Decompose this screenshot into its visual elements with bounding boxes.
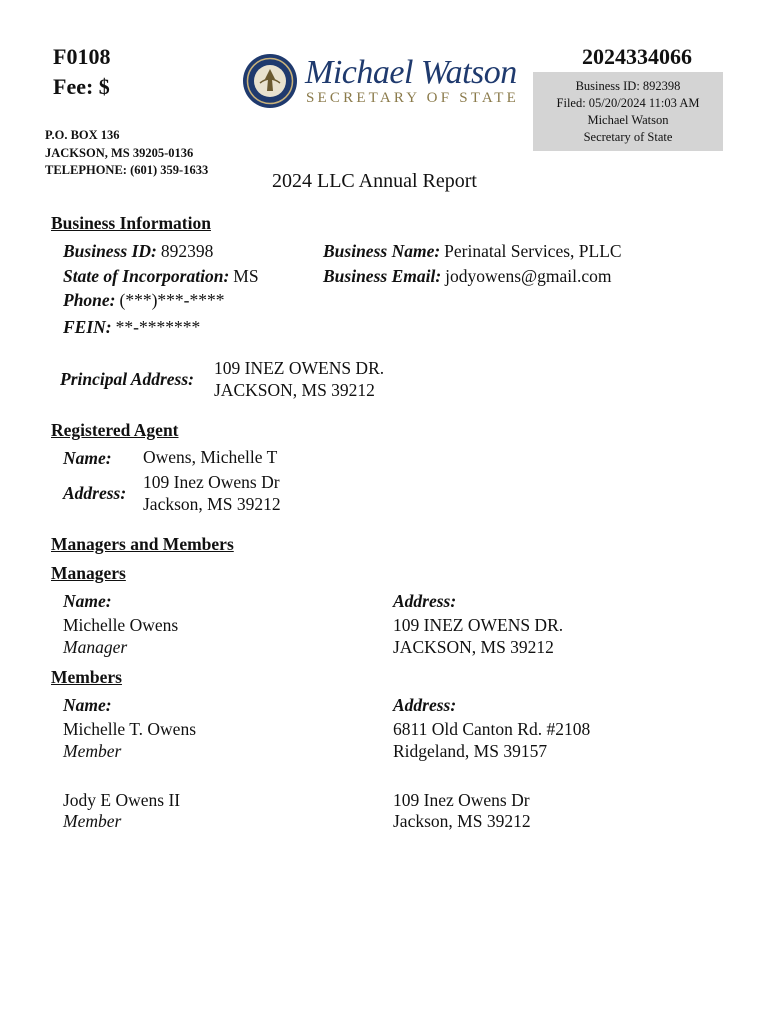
member-address-line2: Ridgeland, MS 39157 [393, 741, 548, 761]
manager-role: Manager [63, 637, 128, 657]
brand-name: Michael Watson [305, 54, 517, 91]
principal-address-label: Principal Address: [60, 369, 195, 389]
agent-name-label: Name: [63, 448, 112, 468]
state-label: State of Incorporation: [63, 266, 230, 286]
agent-name-value: Owens, Michelle T [143, 447, 278, 467]
business-id-row [63, 241, 213, 262]
managers-name-column-label: Name: [63, 591, 112, 611]
brand-subtitle: SECRETARY OF STATE [306, 90, 519, 106]
member-address-line2: Jackson, MS 39212 [393, 811, 531, 831]
business-email-row [323, 266, 611, 287]
state-value: MS [233, 266, 259, 286]
manager-name: Michelle Owens [63, 615, 179, 635]
office-address-line1: P.O. BOX 136 [45, 128, 120, 142]
fein-row [63, 317, 200, 338]
managers-heading: Managers [51, 563, 126, 583]
principal-address-line1: 109 INEZ OWENS DR. [214, 358, 385, 378]
member-name: Michelle T. Owens [63, 719, 197, 739]
office-address-line2: JACKSON, MS 39205-0136 [45, 146, 194, 160]
managers-members-heading: Managers and Members [51, 534, 234, 554]
business-id-value: 892398 [160, 241, 214, 261]
member-role: Member [63, 741, 122, 761]
fee-label: Fee: $ [53, 74, 110, 99]
members-name-column-label: Name: [63, 695, 112, 715]
business-name-row [323, 241, 622, 262]
business-name-value: Perinatal Services, PLLC [444, 241, 622, 261]
phone-label: Phone: [63, 290, 116, 310]
agent-address-line2: Jackson, MS 39212 [143, 494, 281, 514]
business-email-value: jodyowens@gmail.com [445, 266, 612, 286]
stamp-name: Michael Watson [587, 113, 669, 127]
fein-label: FEIN: [63, 317, 112, 337]
phone-row [63, 290, 224, 311]
business-id-label: Business ID: [63, 241, 157, 261]
business-email-label: Business Email: [323, 266, 442, 286]
form-code: F0108 [53, 44, 111, 69]
office-telephone: TELEPHONE: (601) 359-1633 [45, 163, 209, 177]
principal-address-line2: JACKSON, MS 39212 [214, 380, 375, 400]
agent-address-label: Address: [63, 483, 127, 503]
phone-value: (***)***-**** [119, 290, 225, 310]
member-role: Member [63, 811, 122, 831]
stamp-title: Secretary of State [583, 130, 673, 144]
filing-stamp [533, 72, 723, 151]
registered-agent-heading: Registered Agent [51, 420, 179, 440]
stamp-filed: Filed: 05/20/2024 11:03 AM [556, 96, 700, 110]
agent-address-line1: 109 Inez Owens Dr [143, 472, 280, 492]
member-name: Jody E Owens II [63, 790, 181, 810]
manager-address-line1: 109 INEZ OWENS DR. [393, 615, 564, 635]
business-information-heading: Business Information [51, 213, 211, 233]
filing-number: 2024334066 [582, 44, 692, 69]
state-row [63, 266, 259, 287]
managers-address-column-label: Address: [393, 591, 457, 611]
members-address-column-label: Address: [393, 695, 457, 715]
member-address-line1: 109 Inez Owens Dr [393, 790, 530, 810]
stamp-business-id: Business ID: 892398 [575, 79, 681, 93]
state-seal-icon [242, 53, 298, 109]
business-name-label: Business Name: [323, 241, 441, 261]
fein-value: **-******* [115, 317, 201, 337]
member-address-line1: 6811 Old Canton Rd. #2108 [393, 719, 591, 739]
manager-address-line2: JACKSON, MS 39212 [393, 637, 554, 657]
members-heading: Members [51, 667, 122, 687]
document-title: 2024 LLC Annual Report [272, 170, 477, 192]
